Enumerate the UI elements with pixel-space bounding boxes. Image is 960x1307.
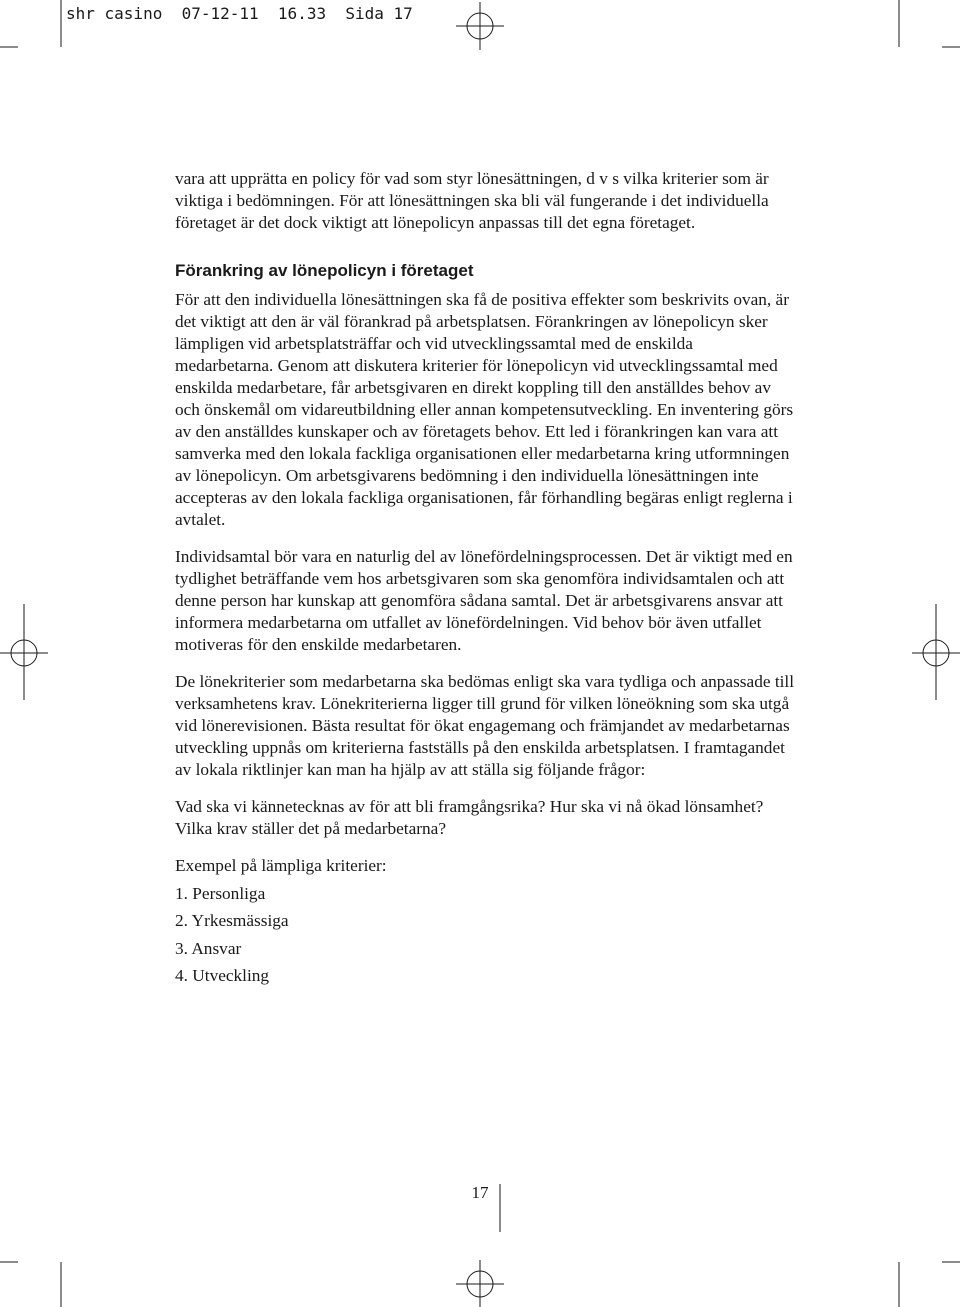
list-item: 2. Yrkesmässiga <box>175 911 289 930</box>
list-intro: Exempel på lämpliga kriterier: <box>175 856 387 875</box>
registration-mark-right <box>912 604 960 700</box>
list-item: 4. Utveckling <box>175 966 270 985</box>
lead-paragraph: vara att upprätta en policy för vad som styr lönesättningen, d v s vilka kriterier som är viktiga i bedömningen. För att lönesättningen ska bli väl fungerande i det individuella företaget är det dock viktigt att lönepolicyn anpassas till det egna företaget. <box>175 169 769 232</box>
print-slug: shr casino 07-12-11 16.33 Sida 17 <box>66 4 413 23</box>
criteria-list <box>175 883 795 988</box>
page-body <box>175 168 795 993</box>
paragraph-questions: Vad ska vi kännetecknas av för att bli framgångsrika? Hur ska vi nå ökad lönsamhet? Vilka krav ställer det på medarbetarna? <box>175 797 764 838</box>
paragraph-anchoring: För att den individuella lönesättningen ska få de positiva effekter som beskrivits ovan, är det viktigt att den är väl förankrad på arbetsplatsen. Förankringen av lönepolicyn sker lämpligen vid arbetsplatsträffar och vid utvecklingssamtal med de enskilda medarbetarna. Genom att diskutera kriterier för lönepolicyn vid utvecklingssamtal med enskilda medarbetare, får arbetsgivaren en direkt koppling till den anställdes behov av och önskemål om vidareutbildning eller annan kompetensutveckling. En inventering görs av den anställdes kunskaper och av företagets behov. Ett led i förankringen kan vara att samverka med den lokala fackliga organisationen eller medarbetarna kring utformningen av lönepolicyn. Om arbetsgivarens bedömning i den individuella lönesättningen inte accepteras av den lokala fackliga organisationen, får förhandling begäras enligt reglerna i avtalet. <box>175 290 794 529</box>
section-heading: Förankring av lönepolicyn i företaget <box>175 261 474 280</box>
paragraph-individual-talks: Individsamtal bör vara en naturlig del av lönefördelningsprocessen. Det är viktigt med en tydlighet beträffande vem hos arbetsgivaren som ska genomföra individsamtalen och att denne person har kunskap att genomföra sådana samtal. Det är arbetsgivarens ansvar att informera medarbetarna om utfallet av lönefördelningen. Vid behov bör även utfallet motiveras för den enskilde medarbetaren. <box>175 547 793 654</box>
registration-mark-left <box>0 604 48 700</box>
list-item: 1. Personliga <box>175 883 266 903</box>
registration-mark-top <box>456 2 504 50</box>
paragraph-criteria: De lönekriterier som medarbetarna ska bedömas enligt ska vara tydliga och anpassade till verksamhetens krav. Lönekriterierna ligger till grund för vilken löneökning som ska utgå vid lönerevisionen. Bästa resultat för ökat engagemang och främjandet av medarbetarnas utveckling uppnås om kriterierna fastställs på den enskilda arbetsplatsen. I framtagandet av lokala riktlinjer kan man ha hjälp av att ställa sig följande frågor: <box>175 672 795 779</box>
page-number: 17 <box>471 1183 489 1202</box>
registration-mark-bottom <box>456 1260 504 1307</box>
list-item: 3. Ansvar <box>175 938 242 958</box>
